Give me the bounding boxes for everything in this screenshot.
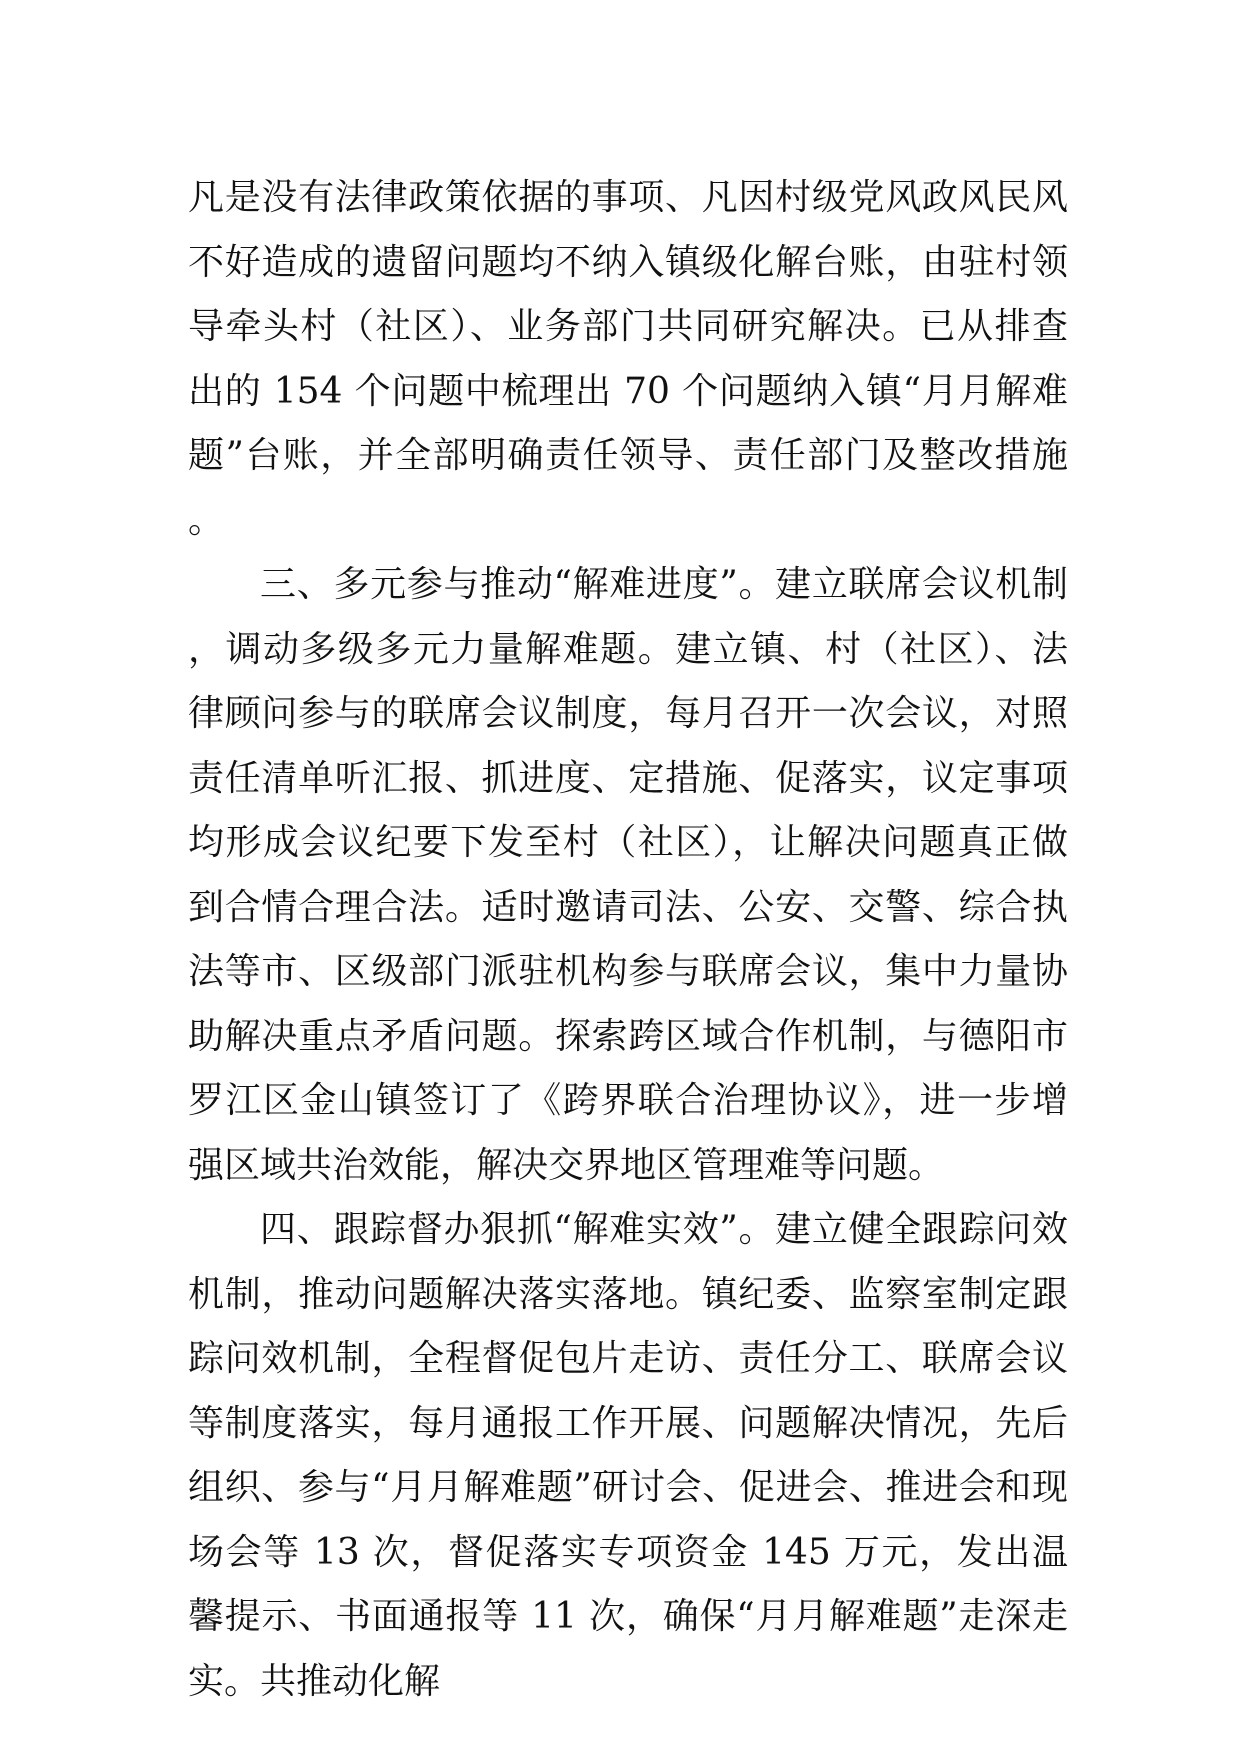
paragraph-section-three: 三、多元参与推动“解难进度”。建立联席会议机制，调动多级多元力量解难题。建立镇、村（社区）、法律顾问参与的联席会议制度，每月召开一次会议，对照责任清单听汇报、抓进度、定措施、促落实，议定事项均形成会议纪要下发至村（社区），让解决问题真正做到合情合理合法。适时邀请司法、公安、交警、综合执法等市、区级部门派驻机构参与联席会议，集中力量协助解决重点矛盾问题。探索跨区域合作机制，与德阳市罗江区金山镇签订了《跨界联合治理协议》，进一步增强区域共治效能，解决交界地区管理难等问题。 [188, 564, 1068, 1186]
paragraph-continuation: 凡是没有法律政策依据的事项、凡因村级党风政风民风不好造成的遗留问题均不纳入镇级化解台账，由驻村领导牵头村（社区）、业务部门共同研究解决。已从排查出的 154 个问题中梳理出 70 个问题纳入镇“月月解难题”台账，并全部明确责任领导、责任部门及整改措施。 [188, 177, 1068, 541]
paragraph-section-four: 四、跟踪督办狠抓“解难实效”。建立健全跟踪问效机制，推动问题解决落实落地。镇纪委、监察室制定跟踪问效机制，全程督促包片走访、责任分工、联席会议等制度落实，每月通报工作开展、问题解决情况，先后组织、参与“月月解难题”研讨会、促进会、推进会和现场会等 13 次，督促落实专项资金 145 万元，发出温馨提示、书面通报等 11 次，确保“月月解难题”走深走实。共推动化解 [188, 1209, 1068, 1702]
document-body [188, 166, 1068, 1714]
